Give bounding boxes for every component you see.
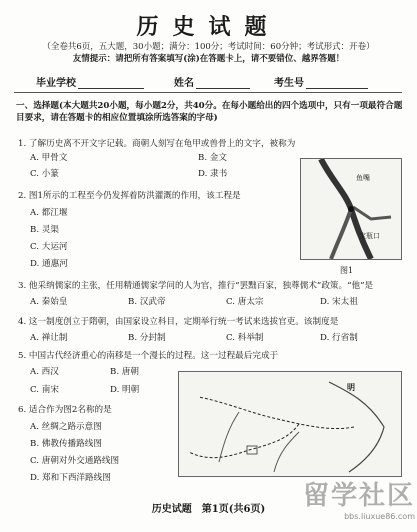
fig2-label: 明 xyxy=(347,382,355,392)
exam-notice: 友情提示：请把所有答案填写(涂)在答题卡上，请不要错位、越界答题！ xyxy=(72,54,345,64)
question-2: 2. 图1所示的工程至今仍发挥着防洪灌溉的作用，该工程是 xyxy=(18,191,241,201)
q5-option-b: B. 唐朝 xyxy=(110,367,139,377)
page-footer: 历史试题 第1页(共6页) xyxy=(151,504,266,515)
divider xyxy=(14,92,402,93)
figure-1-map xyxy=(300,158,402,260)
school-line xyxy=(78,78,144,89)
q5-option-a: A. 西汉 xyxy=(30,367,59,377)
question-3: 3. 他采纳儒家的主张，任用精通儒家学问的人为官，推行“罢黜百家，独尊儒术”政策。“他”是 xyxy=(18,281,374,291)
q3-option-a: A. 秦始皇 xyxy=(30,297,68,307)
section-heading: 一、选择题(本大题共20小题，每小题2分，共40分。在每小题给出的四个选项中，只有一项最符合题目要求，请在答题卡的相应位置填涂所选答案的字母) xyxy=(16,101,403,123)
name-label: 姓名 xyxy=(174,78,194,89)
exam-subtitle: （全卷共6页，五大题，30小题；满分：100分；考试时间：60分钟；考试形式：开卷） xyxy=(42,42,375,52)
fig1-label-bottom: 宝瓶口 xyxy=(359,232,380,240)
q6-option-b: B. 佛教传播路线图 xyxy=(30,439,102,449)
figure-1-caption: 图1 xyxy=(340,266,354,275)
watermark-url: bbs.liuxue86.com xyxy=(344,512,415,521)
watermark-brand: 留学社区 xyxy=(302,481,415,511)
q6-option-d: D. 郑和下西洋路线图 xyxy=(30,473,111,483)
fig1-label-top: 鱼嘴 xyxy=(356,174,370,182)
school-label: 毕业学校 xyxy=(36,78,76,89)
q2-option-c: C. 大运河 xyxy=(30,242,68,252)
question-6: 6. 适合作为图2名称的是 xyxy=(18,405,112,415)
q3-option-c: C. 唐太宗 xyxy=(226,297,264,307)
q4-option-c: C. 科举制 xyxy=(226,333,264,343)
q3-option-b: B. 汉武帝 xyxy=(128,297,166,307)
q4-option-d: D. 行省制 xyxy=(320,333,358,343)
q1-option-c: C. 小篆 xyxy=(30,169,59,179)
exam-title: 历史试题 xyxy=(136,14,281,40)
id-field xyxy=(274,74,368,89)
q3-option-d: D. 宋太祖 xyxy=(320,297,358,307)
q1-option-d: D. 隶书 xyxy=(198,169,228,179)
q2-option-d: D. 通惠河 xyxy=(30,259,68,269)
river-map-icon xyxy=(301,159,401,259)
q4-option-b: B. 分封制 xyxy=(128,333,166,343)
q6-option-a: A. 丝绸之路示意图 xyxy=(30,422,102,432)
question-1: 1. 了解历史离不开文字记载。商朝人刻写在龟甲或兽骨上的文字，被称为 xyxy=(18,139,296,149)
q1-option-b: B. 金文 xyxy=(198,153,227,163)
q1-option-a: A. 甲骨文 xyxy=(30,153,68,163)
voyage-map-icon xyxy=(179,372,401,476)
q5-option-d: D. 明朝 xyxy=(110,385,140,395)
q5-option-c: C. 南宋 xyxy=(30,385,59,395)
q4-option-a: A. 禅让制 xyxy=(30,333,68,343)
question-4: 4. 这一制度创立于隋朝，由国家设立科目，定期举行统一考试来选拔官吏。该制度是 xyxy=(18,317,339,327)
figure-2-map xyxy=(178,371,402,477)
school-field xyxy=(36,74,144,89)
name-field xyxy=(174,74,250,89)
q2-option-a: A. 都江堰 xyxy=(30,208,68,218)
q6-option-c: C. 唐朝对外交通路线图 xyxy=(30,456,120,466)
question-5: 5. 中国古代经济重心的南移是一个漫长的过程。这一过程最后完成于 xyxy=(18,351,279,361)
id-label: 考生号 xyxy=(274,78,304,89)
watermark xyxy=(255,475,415,521)
name-line xyxy=(196,78,250,89)
q2-option-b: B. 灵渠 xyxy=(30,225,59,235)
id-line xyxy=(306,78,368,89)
